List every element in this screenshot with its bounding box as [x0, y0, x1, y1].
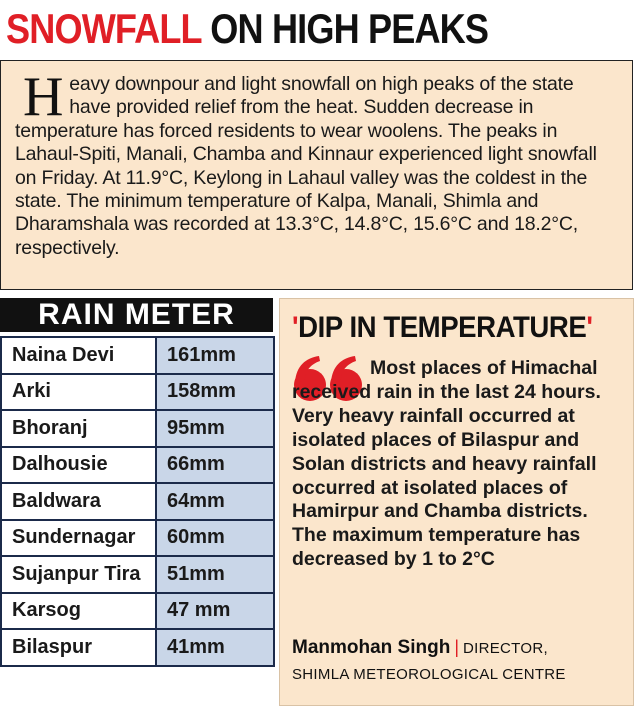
byline-separator: | — [454, 637, 460, 657]
rain-place: Sujanpur Tira — [1, 556, 156, 593]
rain-value: 66mm — [156, 447, 274, 484]
table-row — [1, 483, 274, 520]
rain-value: 60mm — [156, 520, 274, 557]
table-row — [1, 410, 274, 447]
headline — [6, 4, 544, 54]
rain-place: Bhoranj — [1, 410, 156, 447]
rain-place: Dalhousie — [1, 447, 156, 484]
table-row — [1, 520, 274, 557]
table-row — [1, 629, 274, 666]
table-row — [1, 374, 274, 411]
rain-value: 95mm — [156, 410, 274, 447]
rain-value: 161mm — [156, 337, 274, 374]
table-row — [1, 556, 274, 593]
author-role-line1: DIRECTOR, — [463, 640, 548, 657]
rain-place: Baldwara — [1, 483, 156, 520]
headline-part2: ON HIGH PEAKS — [210, 5, 489, 52]
quote-body: Most places of Himachal received rain in the last 24 hours. Very heavy rainfall occurred at isolated places of Bilaspur and Solan districts and heavy rainfall occurred at isolated places of Hamirpur and Chamba districts. The maximum temperature has decreased by 1 to 2°C — [292, 357, 601, 571]
table-row — [1, 447, 274, 484]
intro-text: eavy downpour and light snowfall on high peaks of the state have provided relief from the heat. Sudden decrease in temperature has forced residents to wear woolens. The peaks in Lahaul-Spiti, Manali, Chamba and Kinnaur experienced light snowfall on Friday. At 11.9°C, Keylong in Lahaul valley was the coldest in the state. The minimum temperature of Kalpa, Manali, Shimla and Dharamshala was recorded at 13.3°C, 14.8°C, 15.6°C and 18.2°C, respectively. — [15, 73, 597, 259]
rain-place: Arki — [1, 374, 156, 411]
rain-value: 47 mm — [156, 593, 274, 630]
quote-box — [279, 298, 634, 706]
dropcap: H — [23, 66, 64, 128]
rain-place: Sundernagar — [1, 520, 156, 557]
rain-place: Karsog — [1, 593, 156, 630]
byline — [292, 635, 627, 687]
quote-title-close: ' — [586, 311, 593, 344]
rain-value: 64mm — [156, 483, 274, 520]
table-row — [1, 593, 274, 630]
quote-title-main: DIP IN TEMPERATURE — [298, 311, 587, 344]
rain-value: 51mm — [156, 556, 274, 593]
rain-value: 158mm — [156, 374, 274, 411]
rain-place: Bilaspur — [1, 629, 156, 666]
rain-value: 41mm — [156, 629, 274, 666]
table-row — [1, 337, 274, 374]
headline-part1: SNOWFALL — [6, 5, 202, 52]
quote-title — [292, 311, 592, 345]
author-role-line2: SHIMLA METEOROLOGICAL CENTRE — [292, 666, 566, 683]
intro-paragraph — [15, 66, 620, 260]
rain-meter-title: RAIN METER — [0, 298, 273, 332]
author-name: Manmohan Singh — [292, 637, 451, 658]
rain-meter-table — [0, 336, 275, 667]
rain-place: Naina Devi — [1, 337, 156, 374]
intro-box — [0, 60, 633, 290]
quote-title-open: ' — [292, 311, 299, 344]
quote-text — [292, 357, 622, 572]
